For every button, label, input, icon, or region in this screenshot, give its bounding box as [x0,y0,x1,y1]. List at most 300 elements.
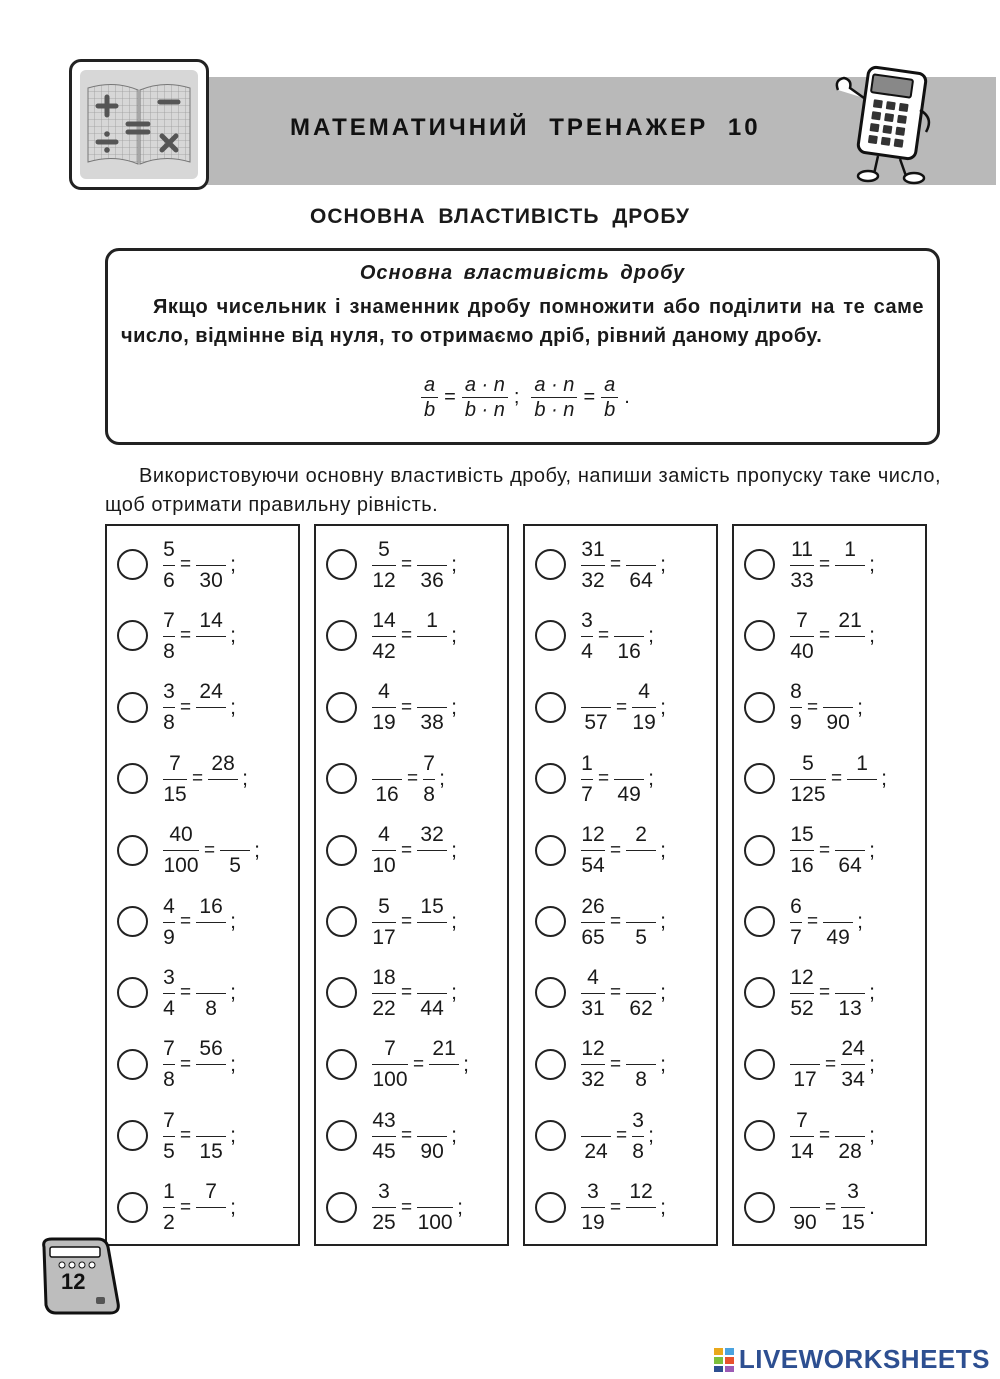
denominator: 7 [581,782,593,806]
denominator: 14 [790,1139,814,1163]
numerator: 11 [790,535,814,566]
blank-numerator-input[interactable] [835,963,865,994]
denominator: 16 [375,782,399,806]
equals-sign: = [610,982,622,1004]
exercise-item [525,1174,716,1234]
exercise-item [525,531,716,591]
answer-check-circle[interactable] [326,1120,357,1151]
blank-numerator-input[interactable] [417,1106,447,1137]
answer-check-circle[interactable] [535,977,566,1008]
answer-check-circle[interactable] [535,549,566,580]
answer-check-circle[interactable] [117,835,148,866]
denominator: 4 [163,996,175,1020]
fraction [372,892,396,953]
rule-box [105,248,940,445]
fraction-equation [581,602,654,670]
exercise-item [734,959,925,1019]
answer-check-circle[interactable] [744,977,775,1008]
blank-denominator-input[interactable] [626,1208,656,1238]
exercise-item [107,674,298,734]
blank-denominator-input[interactable] [417,851,447,881]
blank-numerator-input[interactable] [372,749,402,780]
fraction [163,1034,175,1095]
equals-sign: = [819,1125,831,1147]
denominator: 25 [372,1211,396,1235]
blank-numerator-input[interactable] [614,749,644,780]
fraction [841,1034,865,1095]
fraction-equation [581,745,654,813]
denominator: 16 [617,639,641,663]
punctuation: ; [451,981,457,1005]
blank-denominator-input[interactable] [626,851,656,881]
fraction [196,535,226,596]
fraction [372,677,396,738]
exercise-item [107,1031,298,1091]
fraction [196,606,226,667]
equals-sign: = [180,1053,192,1075]
answer-check-circle[interactable] [326,692,357,723]
fraction [196,892,226,953]
exercise-item [734,674,925,734]
denominator: 90 [793,1211,817,1235]
fraction [208,749,238,810]
equals-sign: = [831,768,843,790]
answer-check-circle[interactable] [326,549,357,580]
numerator: 24 [841,1034,865,1065]
fraction-equation [581,531,666,599]
equals-sign: = [401,839,413,861]
formula-fraction: $\frac{a \cdot n}{b \cdot n}$ [531,373,577,422]
answer-check-circle[interactable] [744,835,775,866]
numerator: 6 [790,892,802,923]
punctuation: . [869,1195,875,1219]
equals-sign: = [819,554,831,575]
fraction [581,820,605,881]
numerator: 3 [372,1177,396,1208]
exercise-item [316,1031,507,1091]
fraction-equation [790,674,863,742]
numerator: 21 [835,606,865,637]
fraction-equation [372,1102,457,1170]
answer-check-circle[interactable] [326,763,357,794]
punctuation: ; [230,910,236,933]
denominator: 40 [790,639,814,663]
answer-check-circle[interactable] [535,906,566,937]
blank-denominator-input[interactable] [847,780,877,810]
numerator: 14 [196,606,226,637]
fraction [581,1177,605,1238]
equals-sign: = [413,1053,425,1075]
exercise-item [107,745,298,805]
numerator: 14 [372,606,396,637]
answer-check-circle[interactable] [744,763,775,794]
answer-check-circle[interactable] [744,906,775,937]
fraction [626,1177,656,1238]
fraction [163,1106,175,1167]
blank-numerator-input[interactable] [790,1034,820,1065]
fraction [581,677,611,738]
blank-numerator-input[interactable] [614,606,644,637]
numerator: 56 [196,1034,226,1065]
fraction-equation [581,888,666,956]
numerator: 31 [581,535,605,566]
denominator: 8 [205,996,217,1020]
answer-check-circle[interactable] [326,977,357,1008]
blank-numerator-input[interactable] [835,820,865,851]
fraction [790,606,814,667]
denominator: 24 [584,1139,608,1163]
fraction [626,535,656,596]
answer-check-circle[interactable] [535,763,566,794]
blank-numerator-input[interactable] [220,820,250,851]
exercise-item [734,888,925,948]
fraction [196,963,226,1024]
answer-check-circle[interactable] [535,692,566,723]
exercise-item [107,959,298,1019]
blank-denominator-input[interactable] [835,637,865,667]
punctuation: ; [869,624,875,648]
equals-sign: = [401,1196,413,1218]
equals-sign: = [407,768,419,790]
answer-check-circle[interactable] [117,620,148,651]
denominator: 28 [838,1139,862,1163]
denominator: 32 [581,1068,605,1092]
denominator: 100 [417,1211,453,1235]
blank-numerator-input[interactable] [417,535,447,566]
fraction-equation [790,602,875,670]
punctuation: ; [869,1052,875,1076]
fraction [372,820,396,881]
numerator: 3 [581,1177,605,1208]
answer-check-circle[interactable] [117,1049,148,1080]
numerator: 7 [163,749,187,780]
fraction-equation [790,1102,875,1170]
fraction [423,749,435,810]
denominator: 5 [635,925,647,949]
fraction-equation [790,1031,875,1099]
denominator: 8 [163,1068,175,1092]
answer-check-circle[interactable] [326,1049,357,1080]
punctuation: ; [881,767,887,791]
equals-sign: = [180,911,192,932]
fraction-equation [790,531,875,599]
numerator: 32 [417,820,447,851]
exercise-item [107,1102,298,1162]
punctuation: ; [857,695,863,719]
blank-numerator-input[interactable] [626,892,656,923]
blank-numerator-input[interactable] [823,677,853,708]
answer-check-circle[interactable] [117,1120,148,1151]
blank-numerator-input[interactable] [626,535,656,566]
equals-sign: = [192,768,204,790]
fraction [163,820,199,881]
fraction [790,820,814,881]
fraction [632,1106,644,1167]
fraction [220,820,250,881]
fraction-equation [163,1031,236,1099]
equals-sign: = [610,1196,622,1218]
denominator: 64 [838,854,862,878]
fraction [417,535,447,596]
equals-sign: = [401,696,413,718]
fraction-equation [581,1174,666,1242]
answer-check-circle[interactable] [326,620,357,651]
fraction [614,749,644,810]
blank-denominator-input[interactable] [208,780,238,810]
denominator: 125 [790,782,826,806]
blank-numerator-input[interactable] [835,1106,865,1137]
brand-logo[interactable] [713,1344,990,1375]
exercise-item [107,817,298,877]
exercise-item [316,1174,507,1234]
fraction [626,963,656,1024]
rule-formula: $\frac{a}{b}$ = $\frac{a \cdot n}{b \cdot n}$ ; $\frac{a \cdot n}{b \cdot n}$ = $\frac{a}{b}$ . [418,373,633,422]
fraction-equation [790,745,887,813]
blank-numerator-input[interactable] [417,1177,453,1208]
equals-sign: = [180,554,192,575]
denominator: 8 [163,711,175,735]
blank-numerator-input[interactable] [626,1034,656,1065]
blank-numerator-input[interactable] [196,963,226,994]
answer-check-circle[interactable] [535,620,566,651]
fraction [372,963,396,1024]
fraction [581,535,605,596]
numerator: 15 [417,892,447,923]
equals-sign: = [401,982,413,1004]
answer-check-circle[interactable] [535,1120,566,1151]
fraction [626,1034,656,1095]
numerator: 28 [208,749,238,780]
page-number: 12 [61,1269,86,1294]
punctuation: ; [230,1195,236,1219]
fraction [372,1106,396,1167]
denominator: 45 [372,1139,396,1163]
blank-numerator-input[interactable] [581,677,611,708]
fraction [581,749,593,810]
exercise-item [316,674,507,734]
answer-check-circle[interactable] [535,1192,566,1223]
blank-numerator-input[interactable] [790,1177,820,1208]
blank-numerator-input[interactable] [626,963,656,994]
denominator: 36 [420,568,444,592]
answer-check-circle[interactable] [744,549,775,580]
equals-sign: = [616,696,628,718]
fraction-equation [372,888,457,956]
fraction [626,892,656,953]
exercise-item [525,1031,716,1091]
fraction-equation [790,959,875,1027]
answer-check-circle[interactable] [117,906,148,937]
denominator: 44 [420,996,444,1020]
answer-check-circle[interactable] [744,1120,775,1151]
section-title: ОСНОВНА ВЛАСТИВІСТЬ ДРОБУ [310,205,690,228]
answer-check-circle[interactable] [117,692,148,723]
denominator: 19 [632,711,656,735]
exercise-item [316,888,507,948]
equals-sign: = [401,625,413,647]
fraction-equation [581,1102,654,1170]
blank-numerator-input[interactable] [417,677,447,708]
formula-fraction: $\frac{a \cdot n}{b \cdot n}$ [462,373,508,422]
answer-check-circle[interactable] [535,835,566,866]
blank-denominator-input[interactable] [417,637,447,667]
numerator: 1 [581,749,593,780]
fraction [581,1106,611,1167]
math-symbols-icon [80,70,198,179]
fraction-equation [372,745,445,813]
punctuation: ; [648,1124,654,1148]
numerator: 12 [581,1034,605,1065]
punctuation: ; [230,553,236,576]
punctuation: ; [660,695,666,719]
fraction-equation [581,817,666,885]
answer-check-circle[interactable] [535,1049,566,1080]
fraction [790,963,814,1024]
blank-denominator-input[interactable] [196,708,226,738]
punctuation: ; [451,910,457,933]
denominator: 62 [629,996,653,1020]
exercise-item [107,531,298,591]
fraction [417,606,447,667]
denominator: 8 [163,639,175,663]
numerator: 4 [632,677,656,708]
fraction-equation [163,1174,236,1242]
blank-numerator-input[interactable] [823,892,853,923]
answer-check-circle[interactable] [117,549,148,580]
equals-sign: = [598,625,610,647]
exercise-item [525,817,716,877]
denominator: 38 [420,711,444,735]
numerator: 8 [790,677,802,708]
denominator: 90 [826,711,850,735]
fraction-equation [372,1031,469,1099]
answer-check-circle[interactable] [744,1192,775,1223]
exercise-column [314,524,509,1246]
answer-check-circle[interactable] [117,763,148,794]
denominator: 15 [841,1211,865,1235]
numerator: 1 [163,1177,175,1208]
punctuation: ; [869,838,875,862]
calculator-mascot-icon [830,62,945,187]
exercise-item [316,959,507,1019]
exercise-item [316,817,507,877]
punctuation: ; [660,1195,666,1219]
numerator: 43 [372,1106,396,1137]
answer-check-circle[interactable] [326,835,357,866]
numerator: 26 [581,892,605,923]
punctuation: ; [869,981,875,1005]
numerator: 21 [429,1034,459,1065]
fraction-equation [372,959,457,1027]
fraction-equation [163,817,260,885]
exercise-item [316,531,507,591]
answer-check-circle[interactable] [744,620,775,651]
denominator: 65 [581,925,605,949]
numerator: 16 [196,892,226,923]
punctuation: ; [648,624,654,648]
exercise-item [734,745,925,805]
rule-text: Якщо чисельник і знаменник дробу помножити або поділити на те саме число, відмінне від нуля, то отримаємо дріб, рівний даному дробу. [121,296,924,347]
numerator: 2 [626,820,656,851]
blank-numerator-input[interactable] [196,535,226,566]
answer-check-circle[interactable] [326,1192,357,1223]
fraction [835,535,865,596]
exercise-item [734,602,925,662]
denominator: 100 [372,1068,408,1092]
blank-numerator-input[interactable] [417,963,447,994]
blank-denominator-input[interactable] [429,1065,459,1095]
answer-check-circle[interactable] [744,692,775,723]
punctuation: ; [648,767,654,791]
punctuation: ; [857,910,863,933]
fraction-equation [163,745,248,813]
punctuation: ; [451,838,457,862]
denominator: 32 [581,568,605,592]
formula-fraction: $\frac{a}{b}$ [421,373,438,422]
numerator: 5 [163,535,175,566]
punctuation: ; [451,624,457,648]
numerator: 1 [417,606,447,637]
blank-denominator-input[interactable] [835,566,865,596]
exercise-item [107,1174,298,1234]
equals-sign: = [180,982,192,1004]
fraction [823,677,853,738]
fraction [835,606,865,667]
fraction [417,820,447,881]
blank-denominator-input[interactable] [196,637,226,667]
fraction-equation [372,531,457,599]
fraction [823,892,853,953]
exercise-item [525,888,716,948]
equals-sign: = [610,1053,622,1075]
exercise-column [732,524,927,1246]
fraction [163,606,175,667]
numerator: 3 [163,963,175,994]
equals-sign: = [807,696,819,718]
denominator: 10 [372,854,396,878]
numerator: 1 [835,535,865,566]
denominator: 9 [790,711,802,735]
numerator: 7 [790,1106,814,1137]
punctuation: ; [451,695,457,719]
denominator: 12 [372,568,396,592]
blank-numerator-input[interactable] [581,1106,611,1137]
equals-sign: = [819,982,831,1004]
denominator: 34 [841,1068,865,1092]
blank-denominator-input[interactable] [196,923,226,953]
fraction-equation [581,959,666,1027]
blank-denominator-input[interactable] [196,1065,226,1095]
fraction [163,892,175,953]
blank-numerator-input[interactable] [196,1106,226,1137]
blank-denominator-input[interactable] [417,923,447,953]
equals-sign: = [616,1125,628,1147]
equals-sign: = [401,554,413,575]
blank-denominator-input[interactable] [196,1208,226,1238]
punctuation: ; [242,767,248,791]
answer-check-circle[interactable] [117,977,148,1008]
numerator: 5 [790,749,826,780]
numerator: 12 [626,1177,656,1208]
fraction-equation [163,959,236,1027]
answer-check-circle[interactable] [744,1049,775,1080]
numerator: 3 [163,677,175,708]
denominator: 49 [617,782,641,806]
fraction-equation [790,888,863,956]
answer-check-circle[interactable] [117,1192,148,1223]
answer-check-circle[interactable] [326,906,357,937]
equals-sign: = [180,625,192,647]
